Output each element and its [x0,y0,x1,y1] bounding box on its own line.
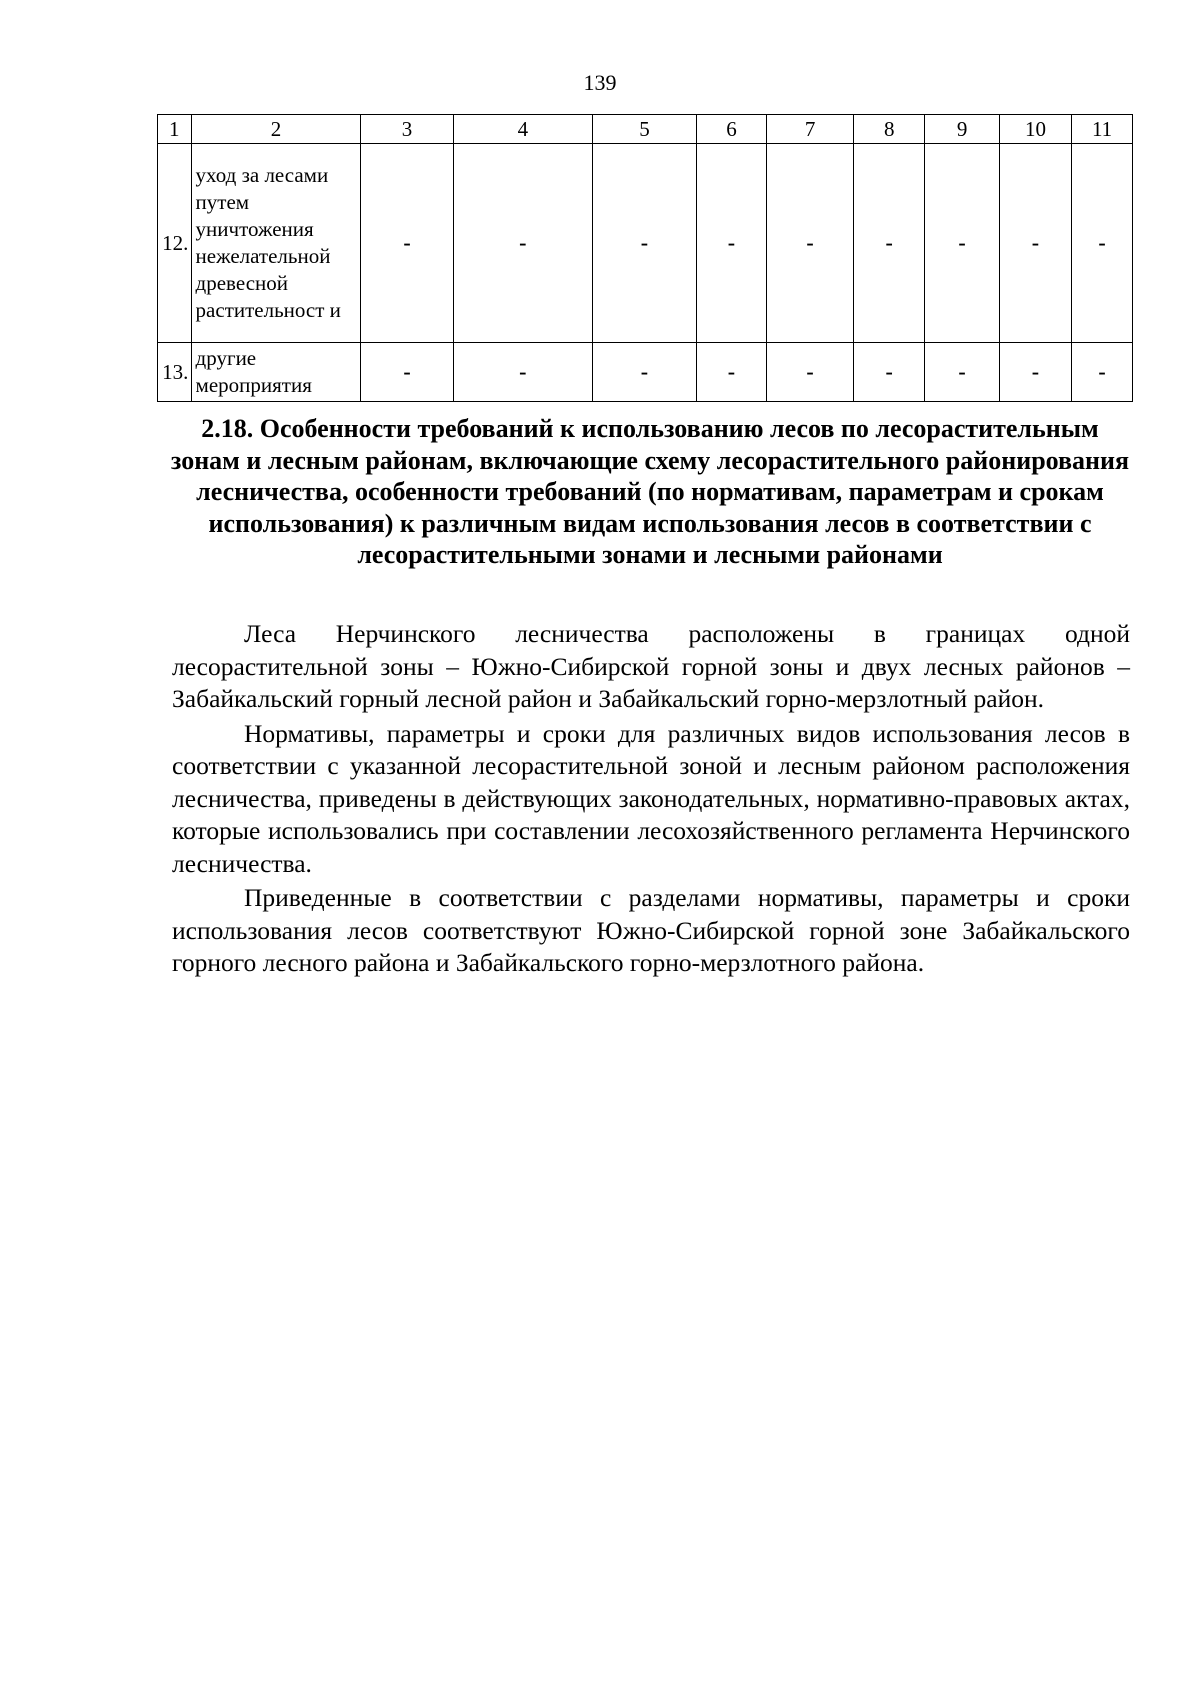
table-cell: - [453,343,592,402]
table-cell: - [1072,144,1133,343]
table-header-row [158,115,1133,144]
table-cell: - [854,144,925,343]
paragraph: Леса Нерчинского лесничества расположены в границах одной лесорастительной зоны – Южно-Сибирской горной зоны и двух лесных районов – Забайкальский горный лесной район и Забайкальский горно-мерзлотный район. [172,619,1130,713]
table-cell: - [925,343,999,402]
page-number: 139 [583,70,617,95]
table-cell: - [696,343,766,402]
table-cell: - [593,144,697,343]
table-cell: - [999,343,1071,402]
forestry-measures-table [157,114,1133,402]
row-number: 12. [158,144,192,343]
table-cell: - [361,144,453,343]
table-row [158,343,1133,402]
body-text [172,618,1130,982]
row-name: другие мероприятия [191,343,361,402]
column-header: 1 [158,115,192,144]
table-cell: - [593,343,697,402]
column-header: 8 [854,115,925,144]
column-header: 4 [453,115,592,144]
table-cell: - [696,144,766,343]
row-name: уход за лесами путем уничтожения нежелательной древесной растительност и [191,144,361,343]
column-header: 7 [767,115,854,144]
column-header: 10 [999,115,1071,144]
column-header: 5 [593,115,697,144]
column-header: 11 [1072,115,1133,144]
table-row [158,144,1133,343]
paragraph: Нормативы, параметры и сроки для различных видов использования лесов в соответствии с указанной лесорастительной зоной и лесным районом расположения лесничества, приведены в действующих законодательных, нормативно-правовых актах, которые использовались при составлении лесохозяйственного регламента Нерчинского лесничества. [172,718,1130,878]
table-cell: - [767,144,854,343]
column-header: 3 [361,115,453,144]
table-cell: - [925,144,999,343]
table-cell: - [999,144,1071,343]
paragraph: Приведенные в соответствии с разделами нормативы, параметры и сроки использования лесов соответствуют Южно-Сибирской горной зоне Забайкальского горного лесного района и Забайкальского горно-мерзлотного района. [172,883,1130,977]
section-heading: 2.18. Особенности требований к использованию лесов по лесорастительным зонам и лесным районам, включающие схему лесорастительного районирования лесничества, особенности требований (по нормативам, параметрам и срокам использования) к различным видам использования лесов в соответствии с лесорастительными зонами и лесными районами [170,414,1130,569]
table-cell: - [453,144,592,343]
table-cell: - [1072,343,1133,402]
column-header: 9 [925,115,999,144]
table-cell: - [361,343,453,402]
column-header: 6 [696,115,766,144]
table-cell: - [767,343,854,402]
column-header: 2 [191,115,361,144]
table-cell: - [854,343,925,402]
row-number: 13. [158,343,192,402]
